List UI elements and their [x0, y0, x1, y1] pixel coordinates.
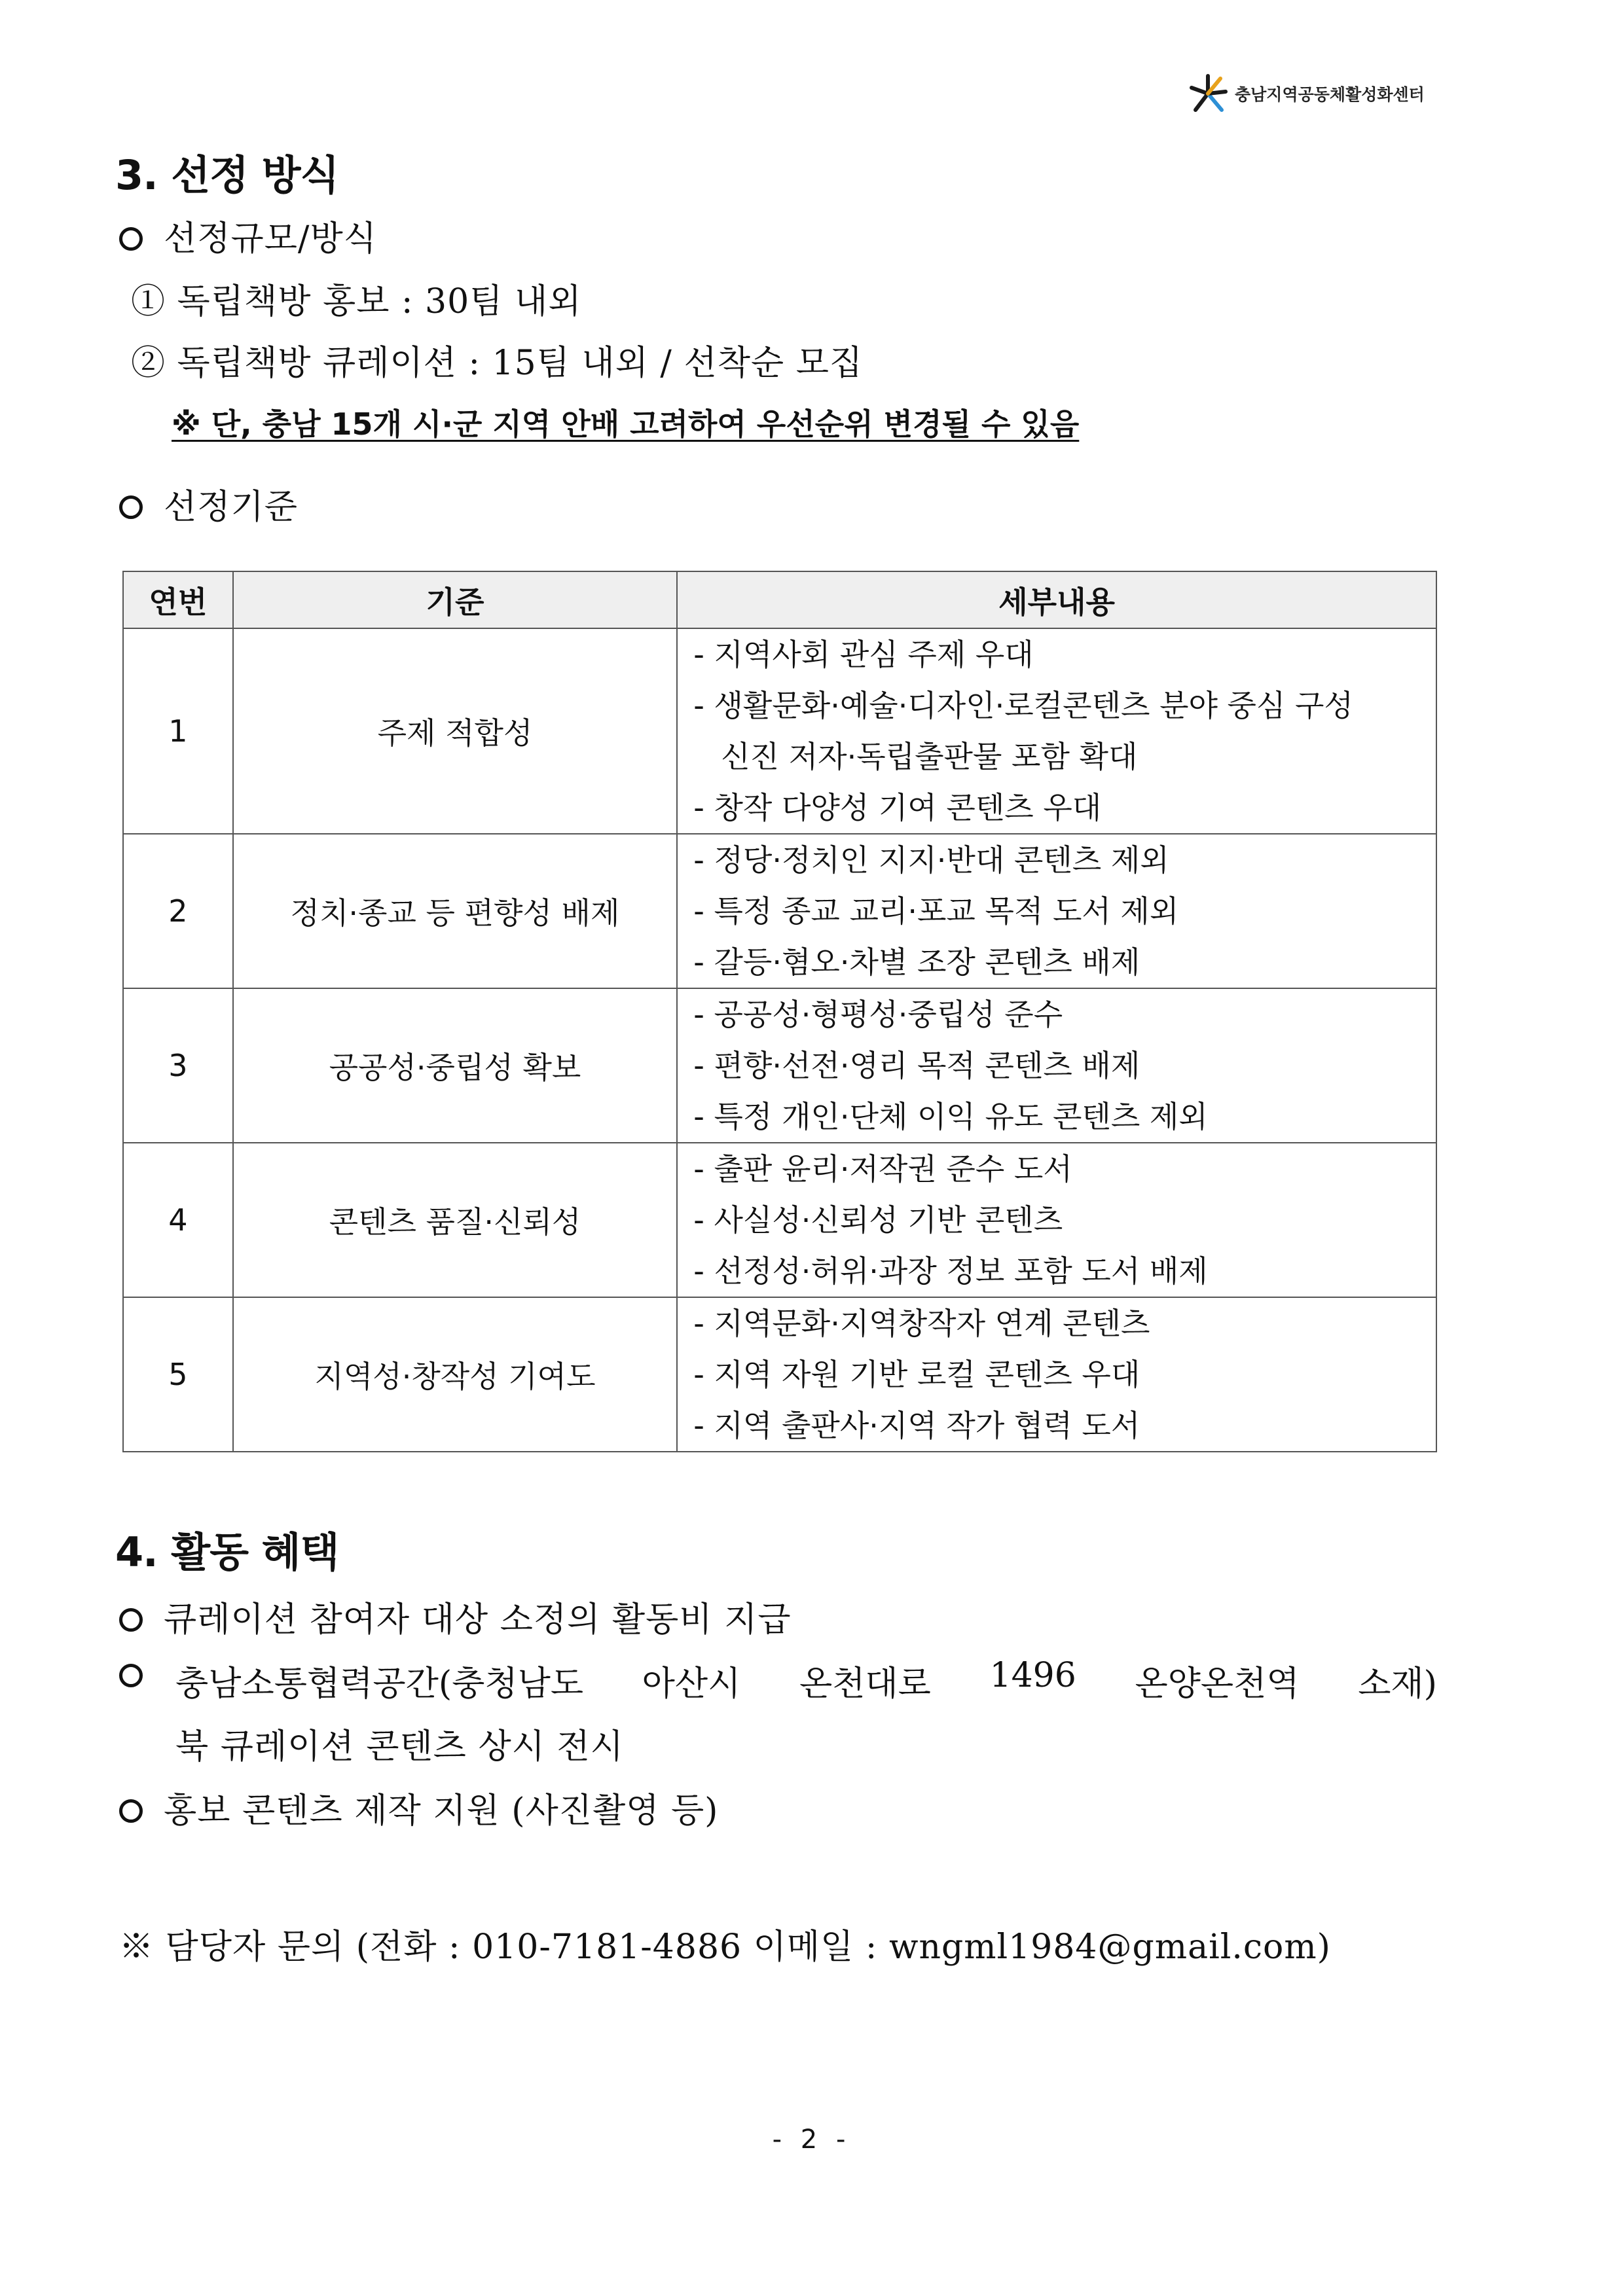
row-criterion: 정치·종교 등 편향성 배제	[233, 834, 678, 988]
benefit-text: 홍보 콘텐츠 제작 지원 (사진촬영 등)	[164, 1791, 719, 1831]
row-criterion: 콘텐츠 품질·신뢰성	[233, 1143, 678, 1297]
row-number: 5	[123, 1297, 233, 1452]
row-criterion: 공공성·중립성 확보	[233, 988, 678, 1143]
row-details	[677, 988, 1436, 1143]
org-logo	[1186, 72, 1425, 115]
detail-line: - 지역문화·지역창작자 연계 콘텐츠	[693, 1306, 1150, 1341]
detail-line: - 지역사회 관심 주제 우대	[693, 637, 1034, 672]
scale-heading: 선정규모/방식	[164, 219, 377, 259]
circle-bullet-icon	[119, 1664, 143, 1687]
criteria-heading-row	[119, 479, 298, 528]
table-row	[123, 988, 1436, 1143]
scale-item-1: ① 독립책방 홍보 : 30팀 내외	[131, 282, 582, 321]
contact-info: ※ 담당자 문의 (전화 : 010-7181-4886 이메일 : wngml1984@gmail.com)	[119, 1928, 1331, 1967]
circle-bullet-icon	[119, 1608, 143, 1632]
col-header-no: 연번	[123, 571, 233, 628]
detail-line: - 지역 자원 기반 로컬 콘텐츠 우대	[693, 1357, 1140, 1392]
benefit-word: 충남소통협력공간(충청남도	[175, 1664, 584, 1704]
section4-title: 4. 활동 혜택	[115, 1528, 339, 1576]
row-number: 2	[123, 834, 233, 988]
scale-heading-row	[119, 211, 377, 260]
row-details	[677, 834, 1436, 988]
detail-line: - 출판 윤리·저작권 준수 도서	[693, 1151, 1072, 1187]
detail-line: - 편향·선전·영리 목적 콘텐츠 배제	[693, 1048, 1140, 1083]
detail-line: - 공공성·형평성·중립성 준수	[693, 997, 1063, 1032]
criteria-heading: 선정기준	[164, 488, 298, 527]
row-details	[677, 1143, 1436, 1297]
star-burst-logo-icon	[1186, 72, 1230, 115]
benefit-word: 온양온천역	[1135, 1664, 1300, 1704]
row-criterion: 지역성·창작성 기여도	[233, 1297, 678, 1452]
page-number: - 2 -	[772, 2125, 851, 2155]
benefit-row-2-bullet	[119, 1656, 164, 1695]
table-row	[123, 628, 1436, 834]
benefit-word: 소재)	[1358, 1664, 1437, 1704]
col-header-criterion: 기준	[233, 571, 678, 628]
section3-title: 3. 선정 방식	[115, 151, 339, 199]
benefit-row-2	[175, 1656, 1437, 1705]
detail-line: - 창작 다양성 기여 콘텐츠 우대	[693, 790, 1102, 825]
org-logo-text: 충남지역공동체활성화센터	[1235, 85, 1425, 104]
detail-line: - 정당·정치인 지지·반대 콘텐츠 제외	[693, 842, 1169, 878]
benefit-text: 큐레이션 참여자 대상 소정의 활동비 지급	[164, 1600, 792, 1640]
table-header-row	[123, 571, 1436, 628]
row-number: 1	[123, 628, 233, 834]
detail-line: - 갈등·혐오·차별 조장 콘텐츠 배제	[693, 944, 1140, 980]
col-header-details: 세부내용	[677, 571, 1436, 628]
benefit-word: 아산시	[642, 1664, 741, 1704]
circle-bullet-icon	[119, 495, 143, 519]
detail-line: - 선정성·허위·과장 정보 포함 도서 배제	[693, 1253, 1208, 1289]
detail-line: - 사실성·신뢰성 기반 콘텐츠	[693, 1202, 1063, 1238]
detail-line: - 특정 종교 교리·포교 목적 도서 제외	[693, 893, 1179, 929]
criteria-table	[122, 571, 1437, 1452]
row-number: 3	[123, 988, 233, 1143]
row-number: 4	[123, 1143, 233, 1297]
detail-line: - 지역 출판사·지역 작가 협력 도서	[693, 1408, 1140, 1443]
detail-line: - 생활문화·예술·디자인·로컬콘텐츠 분야 중심 구성	[693, 688, 1353, 723]
table-row	[123, 1143, 1436, 1297]
region-note: ※ 단, 충남 15개 시·군 지역 안배 고려하여 우선순위 변경될 수 있음	[172, 406, 1080, 442]
circle-bullet-icon	[119, 1799, 143, 1823]
benefit-row-2-cont: 북 큐레이션 콘텐츠 상시 전시	[175, 1727, 624, 1767]
table-row	[123, 1297, 1436, 1452]
row-details	[677, 1297, 1436, 1452]
benefit-word: 1496	[989, 1656, 1076, 1695]
detail-line: - 특정 개인·단체 이익 유도 콘텐츠 제외	[693, 1099, 1208, 1134]
detail-line: 신진 저자·독립출판물 포함 확대	[721, 739, 1138, 774]
row-criterion: 주제 적합성	[233, 628, 678, 834]
scale-item-2: ② 독립책방 큐레이션 : 15팀 내외 / 선착순 모집	[131, 344, 864, 383]
benefit-row-1	[119, 1592, 792, 1641]
row-details	[677, 628, 1436, 834]
benefit-word: 온천대로	[799, 1664, 931, 1704]
benefit-row-3	[119, 1783, 718, 1832]
circle-bullet-icon	[119, 227, 143, 251]
table-row	[123, 834, 1436, 988]
